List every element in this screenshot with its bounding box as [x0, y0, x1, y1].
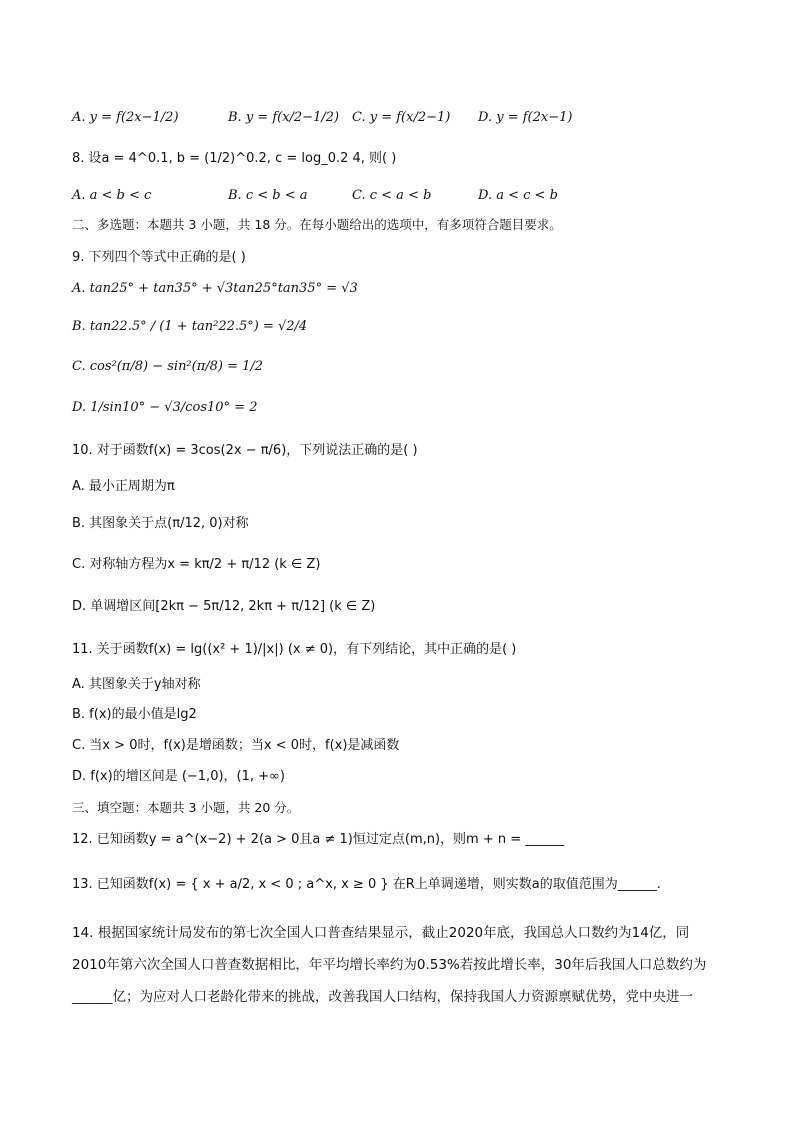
q8-option-a[interactable]: A. a < b < c [72, 188, 152, 203]
q14-line-1: 14. 根据国家统计局发布的第七次全国人口普查结果显示，截止2020年底，我国总人口数约为14亿，同 [72, 925, 690, 941]
q9-option-a[interactable]: A. tan25° + tan35° + √3tan25°tan35° = √3 [72, 281, 358, 296]
q12-stem: 12. 已知函数y = a^(x−2) + 2(a > 0且a ≠ 1)恒过定点(m,n)，则m + n = ______ [72, 832, 565, 847]
q8-stem: 8. 设a = 4^0.1, b = (1/2)^0.2, c = log_0.2 4, 则( ) [72, 151, 397, 166]
section-3-header: 三、填空题：本题共 3 小题，共 20 分。 [72, 800, 300, 815]
q11-stem: 11. 关于函数f(x) = lg((x² + 1)/|x|) (x ≠ 0)，有下列结论，其中正确的是( ) [72, 642, 517, 657]
q10-option-d[interactable]: D. 单调增区间[2kπ − 5π/12, 2kπ + π/12] (k ∈ Z) [72, 599, 376, 614]
q14-line-3: ______亿；为应对人口老龄化带来的挑战，改善我国人口结构，保持我国人力资源禀赋优势，党中央进一 [72, 989, 693, 1005]
q9-stem: 9. 下列四个等式中正确的是( ) [72, 250, 246, 265]
q8-option-c[interactable]: C. c < a < b [352, 188, 432, 203]
q11-option-d[interactable]: D. f(x)的增区间是 (−1,0)，(1, +∞) [72, 769, 285, 784]
q10-option-c[interactable]: C. 对称轴方程为x = kπ/2 + π/12 (k ∈ Z) [72, 557, 321, 572]
q9-option-d[interactable]: D. 1/sin10° − √3/cos10° = 2 [72, 400, 258, 415]
q13-stem: 13. 已知函数f(x) = { x + a/2, x < 0 ; a^x, x ≥ 0 } 在R上单调递增，则实数a的取值范围为______. [72, 877, 661, 892]
q10-stem: 10. 对于函数f(x) = 3cos(2x − π/6)，下列说法正确的是( ) [72, 443, 418, 458]
q11-option-a[interactable]: A. 其图象关于y轴对称 [72, 677, 201, 692]
q7-option-c[interactable]: C. y = f(x/2−1) [352, 110, 451, 125]
q8-option-d[interactable]: D. a < c < b [478, 188, 558, 203]
q11-option-c[interactable]: C. 当x > 0时，f(x)是增函数；当x < 0时，f(x)是减函数 [72, 738, 400, 753]
q9-option-b[interactable]: B. tan22.5° / (1 + tan²22.5°) = √2/4 [72, 319, 308, 334]
q10-option-a[interactable]: A. 最小正周期为π [72, 479, 175, 494]
q14-line-2: 2010年第六次全国人口普查数据相比，年平均增长率约为0.53%若按此增长率，30年后我国人口总数约为 [72, 957, 707, 973]
q8-option-b[interactable]: B. c < b < a [228, 188, 308, 203]
q11-option-b[interactable]: B. f(x)的最小值是lg2 [72, 707, 197, 722]
q9-option-c[interactable]: C. cos²(π/8) − sin²(π/8) = 1/2 [72, 359, 264, 374]
q10-option-b[interactable]: B. 其图象关于点(π/12, 0)对称 [72, 516, 249, 531]
q7-option-a[interactable]: A. y = f(2x−1/2) [72, 110, 179, 125]
q7-option-b[interactable]: B. y = f(x/2−1/2) [228, 110, 340, 125]
section-2-header: 二、多选题：本题共 3 小题，共 18 分。在每小题给出的选项中，有多项符合题目要求。 [72, 217, 562, 232]
q7-option-d[interactable]: D. y = f(2x−1) [478, 110, 573, 125]
